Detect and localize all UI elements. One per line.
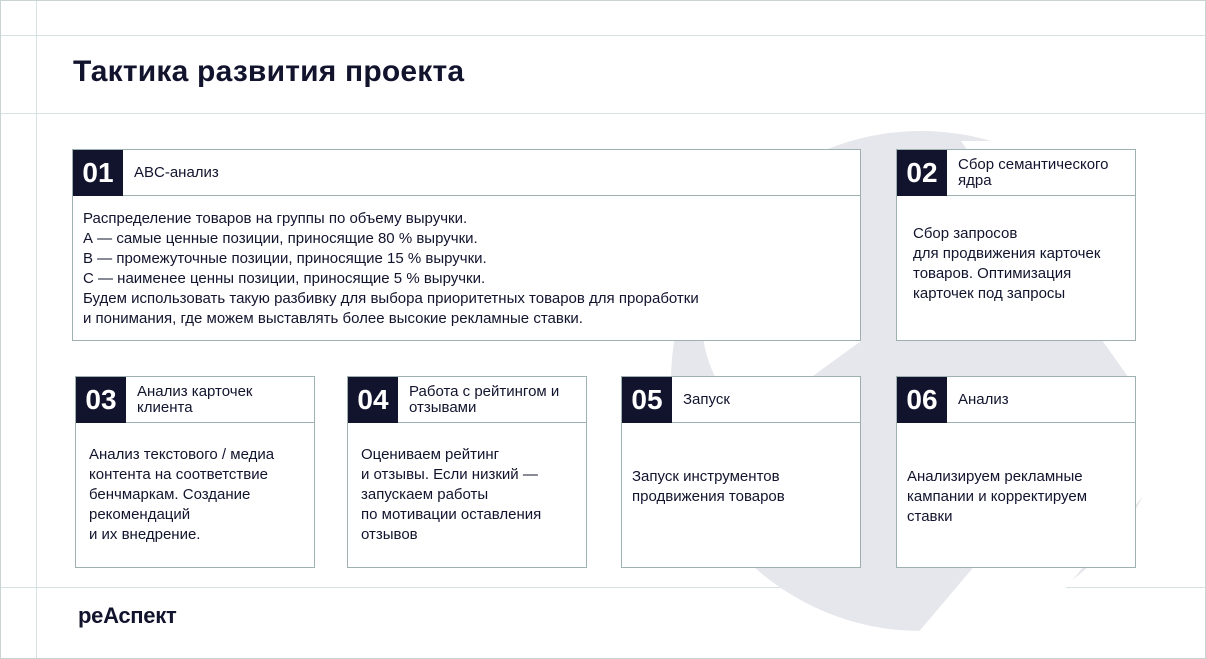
card-text-line: Анализируем рекламные: [907, 468, 1083, 485]
card-title: ABC-анализ: [134, 164, 219, 181]
guide-line: [1, 113, 1206, 114]
card-text-line: контента на соответствие: [89, 466, 268, 483]
card-header: [73, 150, 860, 196]
card-number: 01: [73, 150, 123, 196]
card-text-line: С — наименее ценны позиции, приносящие 5 % выручки.: [83, 270, 486, 287]
card-header: [897, 377, 1135, 423]
card-text-line: кампании и корректируем: [907, 488, 1088, 505]
card-body: [83, 196, 850, 340]
card-text-line: товаров. Оптимизация: [913, 265, 1072, 282]
card-text-line: карточек под запросы: [913, 285, 1066, 302]
card-ratings-reviews: [347, 376, 587, 568]
card-text-line: В — промежуточные позиции, приносящие 15 % выручки.: [83, 250, 487, 267]
card-text-line: по мотивации оставления: [361, 506, 542, 523]
card-text-line: и отзывы. Если низкий —: [361, 466, 538, 483]
card-title: Сбор семантического ядра: [958, 156, 1109, 189]
card-title: Работа с рейтингом и отзывами: [409, 383, 560, 416]
card-analysis: [896, 376, 1136, 568]
card-text-line: рекомендаций: [89, 506, 191, 523]
card-text-line: и понимания, где можем выставлять более высокие рекламные ставки.: [83, 310, 583, 327]
card-body: [907, 423, 1125, 567]
page-title: Тактика развития проекта: [73, 55, 465, 88]
card-header: [897, 150, 1135, 196]
brand-logo: реАспект: [78, 603, 177, 628]
card-client-cards-analysis: [75, 376, 315, 568]
card-abc-analysis: [72, 149, 861, 341]
guide-line: [36, 1, 37, 659]
card-number: 03: [76, 377, 126, 423]
card-title: Анализ: [958, 391, 1009, 408]
card-number: 05: [622, 377, 672, 423]
card-text-line: Распределение товаров на группы по объему выручки.: [83, 210, 468, 227]
card-text-line: Запуск инструментов: [632, 468, 780, 485]
card-text-line: Будем использовать такую разбивку для выбора приоритетных товаров для проработки: [83, 290, 699, 307]
card-text-line: отзывов: [361, 526, 418, 543]
card-text-line: продвижения товаров: [632, 488, 785, 505]
card-text-line: запускаем работы: [361, 486, 489, 503]
card-title: Анализ карточек клиента: [137, 383, 253, 416]
card-text-line: ставки: [907, 508, 953, 525]
card-text-line: А — самые ценные позиции, приносящие 80 % выручки.: [83, 230, 478, 247]
card-header: [622, 377, 860, 423]
card-title: Запуск: [683, 391, 730, 408]
card-text-line: и их внедрение.: [89, 526, 201, 543]
card-body: [907, 196, 1125, 340]
card-text-line: для продвижения карточек: [913, 245, 1101, 262]
card-header: [348, 377, 586, 423]
card-semantic-core: [896, 149, 1136, 341]
card-number: 06: [897, 377, 947, 423]
card-text-line: Оцениваем рейтинг: [361, 446, 500, 463]
card-body: [86, 423, 304, 567]
guide-line: [1, 35, 1206, 36]
card-text-line: бенчмаркам. Создание: [89, 486, 251, 503]
card-header: [76, 377, 314, 423]
card-text-line: Сбор запросов: [913, 225, 1018, 242]
card-number: 02: [897, 150, 947, 196]
card-body: [358, 423, 576, 567]
card-text-line: Анализ текстового / медиа: [89, 446, 275, 463]
card-number: 04: [348, 377, 398, 423]
card-body: [632, 423, 850, 567]
card-launch: [621, 376, 861, 568]
